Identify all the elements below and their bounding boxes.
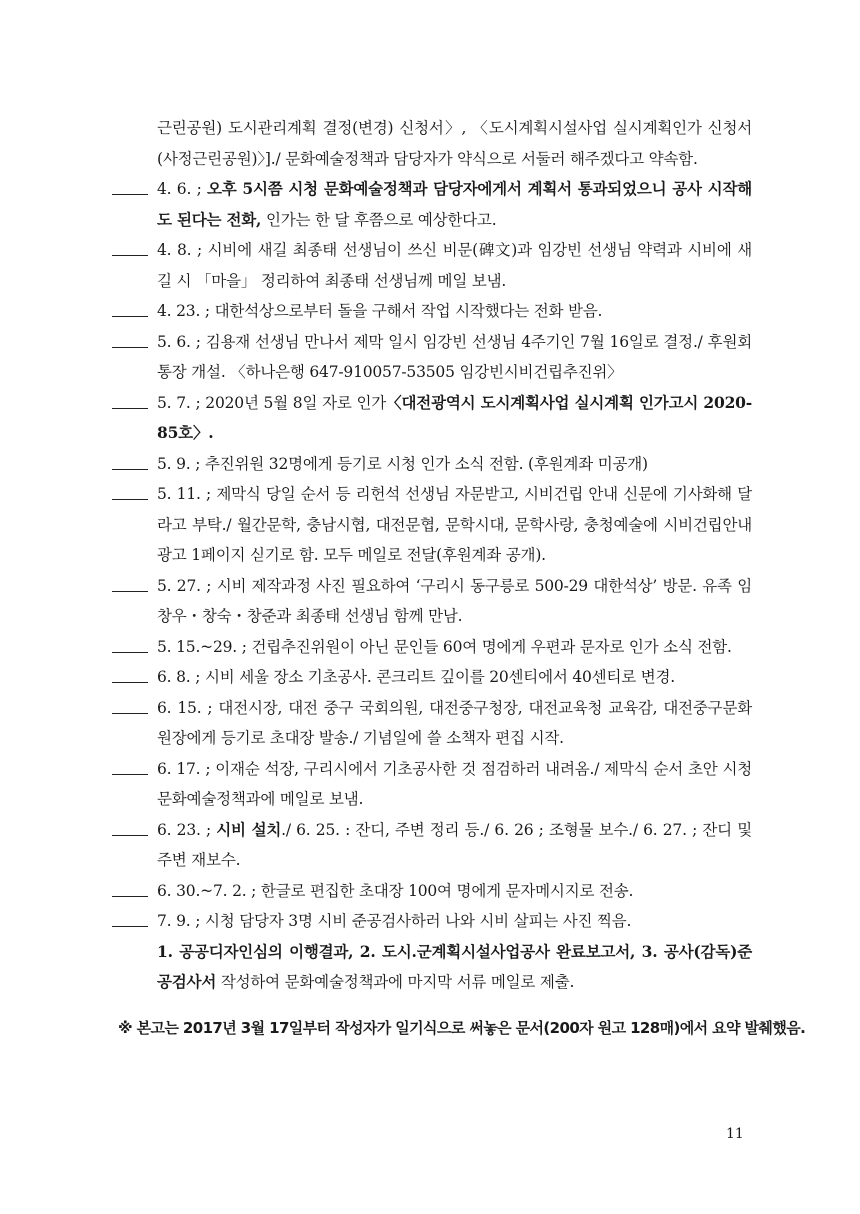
entry-text	[157, 327, 752, 388]
entry-text-bold: 시비 설치	[216, 819, 282, 839]
entry-text-segment: 4. 23. ; 대한석상으로부터 돌을 구해서 작업 시작했다는 전화 받음.	[157, 302, 603, 320]
entry-text	[157, 906, 752, 937]
entry-text-segment: 5. 6. ; 김용재 선생님 만나서 제막 일시 임강빈 선생님 4주기인 7월 16일로 결정./ 후원회 통장 개설. 〈하나은행 647-910057-53505 임강빈시비건립추진위〉	[157, 332, 752, 381]
diary-entries	[112, 113, 752, 998]
entry-blank-line	[112, 479, 157, 510]
diary-entry	[112, 479, 752, 571]
entry-blank-line	[112, 815, 157, 846]
entry-text-bold: 1. 공공디자인심의 이행결과, 2. 도시.군계획시설사업공사 완료보고서, 3. 공사(감독)준공검사서	[157, 941, 752, 991]
diary-entry	[112, 876, 752, 907]
diary-entry	[112, 815, 752, 876]
entry-text-segment: 5. 27. ; 시비 제작과정 사진 필요하여 ‘구리시 동구릉로 500-29 대한석상’ 방문. 유족 임창우・창숙・창준과 최종태 선생님 함께 만남.	[157, 576, 752, 625]
entry-text-segment: ./ 6. 25. : 잔디, 주변 정리 등./ 6. 26 ; 조형물 보수./ 6. 27. ; 잔디 및 주변 재보수.	[157, 820, 752, 869]
entry-text	[157, 479, 752, 571]
entry-text	[157, 571, 752, 632]
entry-blank-line	[112, 906, 157, 937]
entry-blank-line	[112, 235, 157, 266]
entry-text	[157, 937, 752, 998]
entry-text-segment: 5. 7. ; 2020년 5월 8일 자로 인가	[157, 393, 387, 412]
entry-text-bold: 〈대전광역시 도시계획사업 실시계획 인가고시 2020-85호〉.	[157, 392, 752, 442]
entry-text	[157, 235, 752, 296]
diary-entry	[112, 327, 752, 388]
entry-blank-line	[112, 571, 157, 602]
entry-text	[157, 113, 752, 174]
entry-blank-line	[112, 632, 157, 663]
entry-text-segment: 7. 9. ; 시청 담당자 3명 시비 준공검사하러 나와 시비 살피는 사진 찍음.	[157, 912, 632, 930]
entry-blank-line	[112, 449, 157, 480]
page-number: 11	[726, 1126, 744, 1142]
entry-text-segment: 작성하여 문화예술정책과에 마지막 서류 메일로 제출.	[216, 973, 575, 991]
diary-entry	[112, 449, 752, 480]
entry-text	[157, 296, 752, 327]
entry-blank-line	[112, 296, 157, 327]
entry-text-segment: 5. 15.~29. ; 건립추진위원이 아닌 문인들 60여 명에게 우편과 문자로 인가 소식 전함.	[157, 637, 732, 656]
entry-text	[157, 388, 752, 449]
entry-blank-line	[112, 174, 157, 205]
entry-blank-line	[112, 327, 157, 358]
entry-blank-line	[112, 937, 157, 968]
diary-entry	[112, 571, 752, 632]
entry-blank-line	[112, 876, 157, 907]
entry-blank-line	[112, 693, 157, 724]
entry-text-segment: 4. 6. ;	[157, 180, 207, 198]
entry-text-segment: 인가는 한 달 후쯤으로 예상한다고.	[261, 210, 497, 229]
entry-text-segment: 5. 11. ; 제막식 당일 순서 등 리헌석 선생님 자문받고, 시비건립 안내 신문에 기사화해 달라고 부탁./ 월간문학, 충남시협, 대전문협, 문학시대, 문학사랑, 충청예술에 시비건립안내 광고 1페이지 싣기로 함. 모두 메일로 전달(후원계좌 공개).	[157, 485, 752, 564]
diary-entry	[112, 693, 752, 754]
entry-blank-line	[112, 388, 157, 419]
entry-text	[157, 632, 752, 663]
entry-text-bold: 오후 5시쯤 시청 문화예술정책과 담당자에게서 계획서 통과되었으니 공사 시작해도 된다는 전화,	[157, 179, 752, 229]
entry-blank-line	[112, 662, 157, 693]
diary-entry	[112, 906, 752, 937]
diary-entry	[112, 662, 752, 693]
diary-entry	[112, 296, 752, 327]
diary-entry	[112, 632, 752, 663]
entry-text-segment: 5. 9. ; 추진위원 32명에게 등기로 시청 인가 소식 전함. (후원계좌 미공개)	[157, 454, 648, 473]
entry-text	[157, 815, 752, 876]
entry-text-segment: 6. 17. ; 이재순 석장, 구리시에서 기초공사한 것 점검하러 내려옴./ 제막식 순서 초안 시청 문화예술정책과에 메일로 보냄.	[157, 759, 752, 808]
diary-entry	[112, 113, 752, 174]
entry-text-segment: 6. 15. ; 대전시장, 대전 중구 국회의원, 대전중구청장, 대전교육청 교육감, 대전중구문화원장에게 등기로 초대장 발송./ 기념일에 쓸 소책자 편집 시작.	[157, 698, 752, 747]
entry-blank-line	[112, 754, 157, 785]
entry-text-segment: 6. 23. ;	[157, 820, 217, 839]
entry-text	[157, 693, 752, 754]
entry-text	[157, 662, 752, 693]
diary-entry	[112, 235, 752, 296]
diary-entry	[112, 388, 752, 449]
entry-text	[157, 754, 752, 815]
entry-blank-line	[112, 113, 157, 144]
entry-text	[157, 449, 752, 480]
entry-text-segment: 6. 30.~7. 2. ; 한글로 편집한 초대장 100여 명에게 문자메시지로 전송.	[157, 881, 634, 900]
entry-text-segment: 6. 8. ; 시비 세울 장소 기초공사. 콘크리트 깊이를 20센티에서 40센티로 변경.	[157, 668, 675, 686]
entry-text-segment: 근린공원) 도시관리계획 결정(변경) 신청서〉, 〈도시계획시설사업 실시계획인가 신청서(사정근린공원)〉]./ 문화예술정책과 담당자가 약식으로 서둘러 해주겠다고 약속함.	[157, 119, 752, 168]
entry-text-segment: 4. 8. ; 시비에 새길 최종태 선생님이 쓰신 비문(碑文)과 임강빈 선생님 약력과 시비에 새길 시 「마을」 정리하여 최종태 선생님께 메일 보냄.	[157, 241, 752, 290]
diary-entry	[112, 754, 752, 815]
entry-text	[157, 876, 752, 907]
entry-text	[157, 174, 752, 235]
diary-entry	[112, 174, 752, 235]
diary-entry	[112, 937, 752, 998]
source-note: ※ 본고는 2017년 3월 17일부터 작성자가 일기식으로 써놓은 문서(200자 원고 128매)에서 요약 발췌했음.	[118, 1019, 806, 1037]
